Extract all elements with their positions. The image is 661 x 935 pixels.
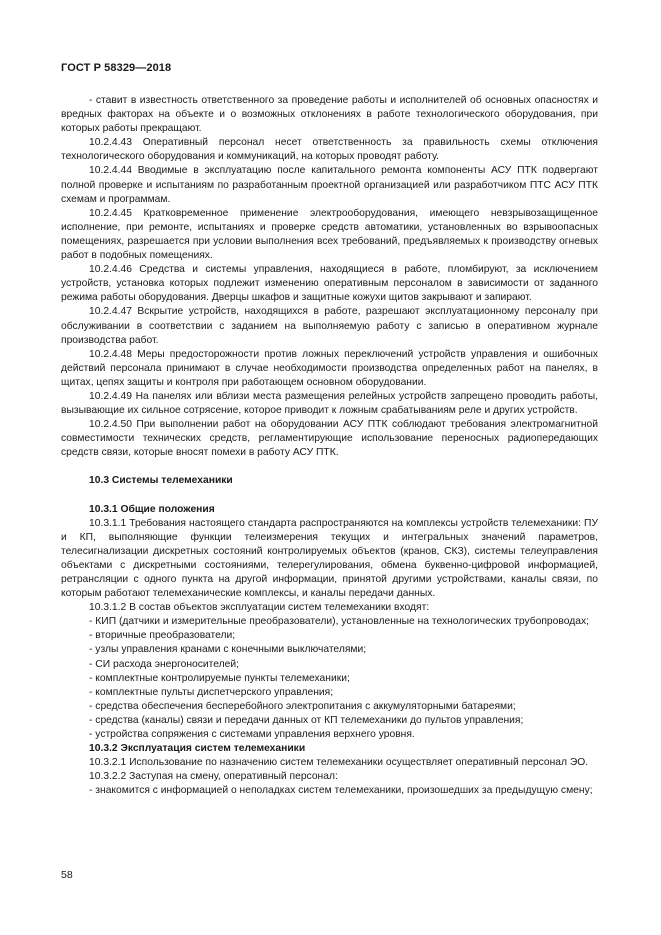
paragraph: 10.3.1.1 Требования настоящего стандарта распространяются на комплексы устройств телемеханики: ПУ и КП, выполняющие функции телеизмерения текущих и интегральных значений параметров, телесигнализации дискретных состояний контролируемых объектов (кранов, СКЗ), системы телеуправления объектами с дискретными состояниями, телерегулирования, обмена буквенно-цифровой информацией, ретрансляции с одного пункта на другой информации, принятой другими устройствами, каналы связи, по которым работают телемеханические комплексы, и каналы передачи данных. xyxy=(61,517,598,600)
subsection-heading-10-3-1: 10.3.1 Общие положения xyxy=(89,503,215,515)
section-heading-10-3: 10.3 Системы телемеханики xyxy=(89,475,233,487)
subsection-heading-10-3-2: 10.3.2 Эксплуатация систем телемеханики xyxy=(89,743,306,755)
paragraph: - знакомится с информацией о неполадках систем телемеханики, произошедших за предыдущую смену; xyxy=(89,785,593,797)
page-number: 58 xyxy=(61,869,73,881)
paragraph: 10.2.4.47 Вскрытие устройств, находящихся в работе, разрешают эксплуатационному персоналу при обслуживании в соответствии с заданием на выполняемую работу с записью в оперативном журнале производства работ. xyxy=(61,306,598,346)
list-item: - устройства сопряжения с системами управления верхнего уровня. xyxy=(89,729,415,741)
paragraph: 10.2.4.44 Вводимые в эксплуатацию после капитального ремонта компоненты АСУ ПТК подвергают полной проверке и испытаниям по разработанным проектной организацией или разработчиком ПТС АСУ ПТК схемам и программам. xyxy=(61,165,598,205)
list-item: - СИ расхода энергоносителей; xyxy=(89,658,240,670)
paragraph: 10.2.4.46 Средства и системы управления, находящиеся в работе, пломбируют, за исключением устройств, установка которых подлежит изменению оперативным персоналом в зависимости от заданного режима работы оборудования. Дверцы шкафов и защитные кожухи щитов закрывают и запирают. xyxy=(61,264,598,304)
paragraph: 10.2.4.45 Кратковременное применение электрооборудования, имеющего невзрывозащищенное исполнение, при ремонте, испытаниях и проверке средств автоматики, установленных во взрывоопасных помещениях, разрешается при условии выполнения всех требований, предъявляемых к производству огневых работ в подобных помещениях. xyxy=(61,207,598,262)
document-code-header: ГОСТ Р 58329—2018 xyxy=(61,62,172,74)
list-item: - комплектные контролируемые пункты телемеханики; xyxy=(89,672,350,684)
list-item: - КИП (датчики и измерительные преобразователи), установленные на технологических трубопроводах; xyxy=(89,616,589,628)
list-item: - узлы управления кранами с конечными выключателями; xyxy=(89,644,367,656)
paragraph: 10.2.4.49 На панелях или вблизи места размещения релейных устройств запрещено проводить работы, вызывающие их сильное сотрясение, которое приводит к ложным срабатываниям реле и других устройств. xyxy=(61,390,598,417)
list-item: - вторичные преобразователи; xyxy=(89,630,236,642)
list-item: - комплектные пульты диспетчерского управления; xyxy=(89,686,334,698)
paragraph: 10.3.2.2 Заступая на смену, оперативный персонал: xyxy=(89,771,338,783)
paragraph: - ставит в известность ответственного за проведение работы и исполнителей об основных опасностях и вредных факторах на объекте и о возможных отклонениях в работе технологического оборудования, при которых работы прекращают. xyxy=(61,95,598,135)
document-body xyxy=(61,94,598,799)
list-item: - средства (каналы) связи и передачи данных от КП телемеханики до пультов управления; xyxy=(89,714,524,726)
list-item: - средства обеспечения бесперебойного электропитания с аккумуляторными батареями; xyxy=(89,700,516,712)
paragraph: 10.3.2.1 Использование по назначению систем телемеханики осуществляет оперативный персонал ЭО. xyxy=(89,757,589,769)
paragraph: 10.3.1.2 В состав объектов эксплуатации систем телемеханики входят: xyxy=(89,602,430,614)
paragraph: 10.2.4.43 Оперативный персонал несет ответственность за правильность схемы отключения технологического оборудования и коммуникаций, на которых проводят работу. xyxy=(61,137,598,163)
paragraph: 10.2.4.48 Меры предосторожности против ложных переключений устройств управления и ошибочных действий персонала принимают в случае необходимости производства определенных работ на панелях, в щитах, цепях защиты и контроля при работающем основном оборудовании. xyxy=(61,348,598,388)
paragraph: 10.2.4.50 При выполнении работ на оборудовании АСУ ПТК соблюдают требования электромагнитной совместимости технических средств, регламентирующие использование переносных радиопередающих средств связи, которые вносят помехи в работу АСУ ПТК. xyxy=(61,419,598,459)
